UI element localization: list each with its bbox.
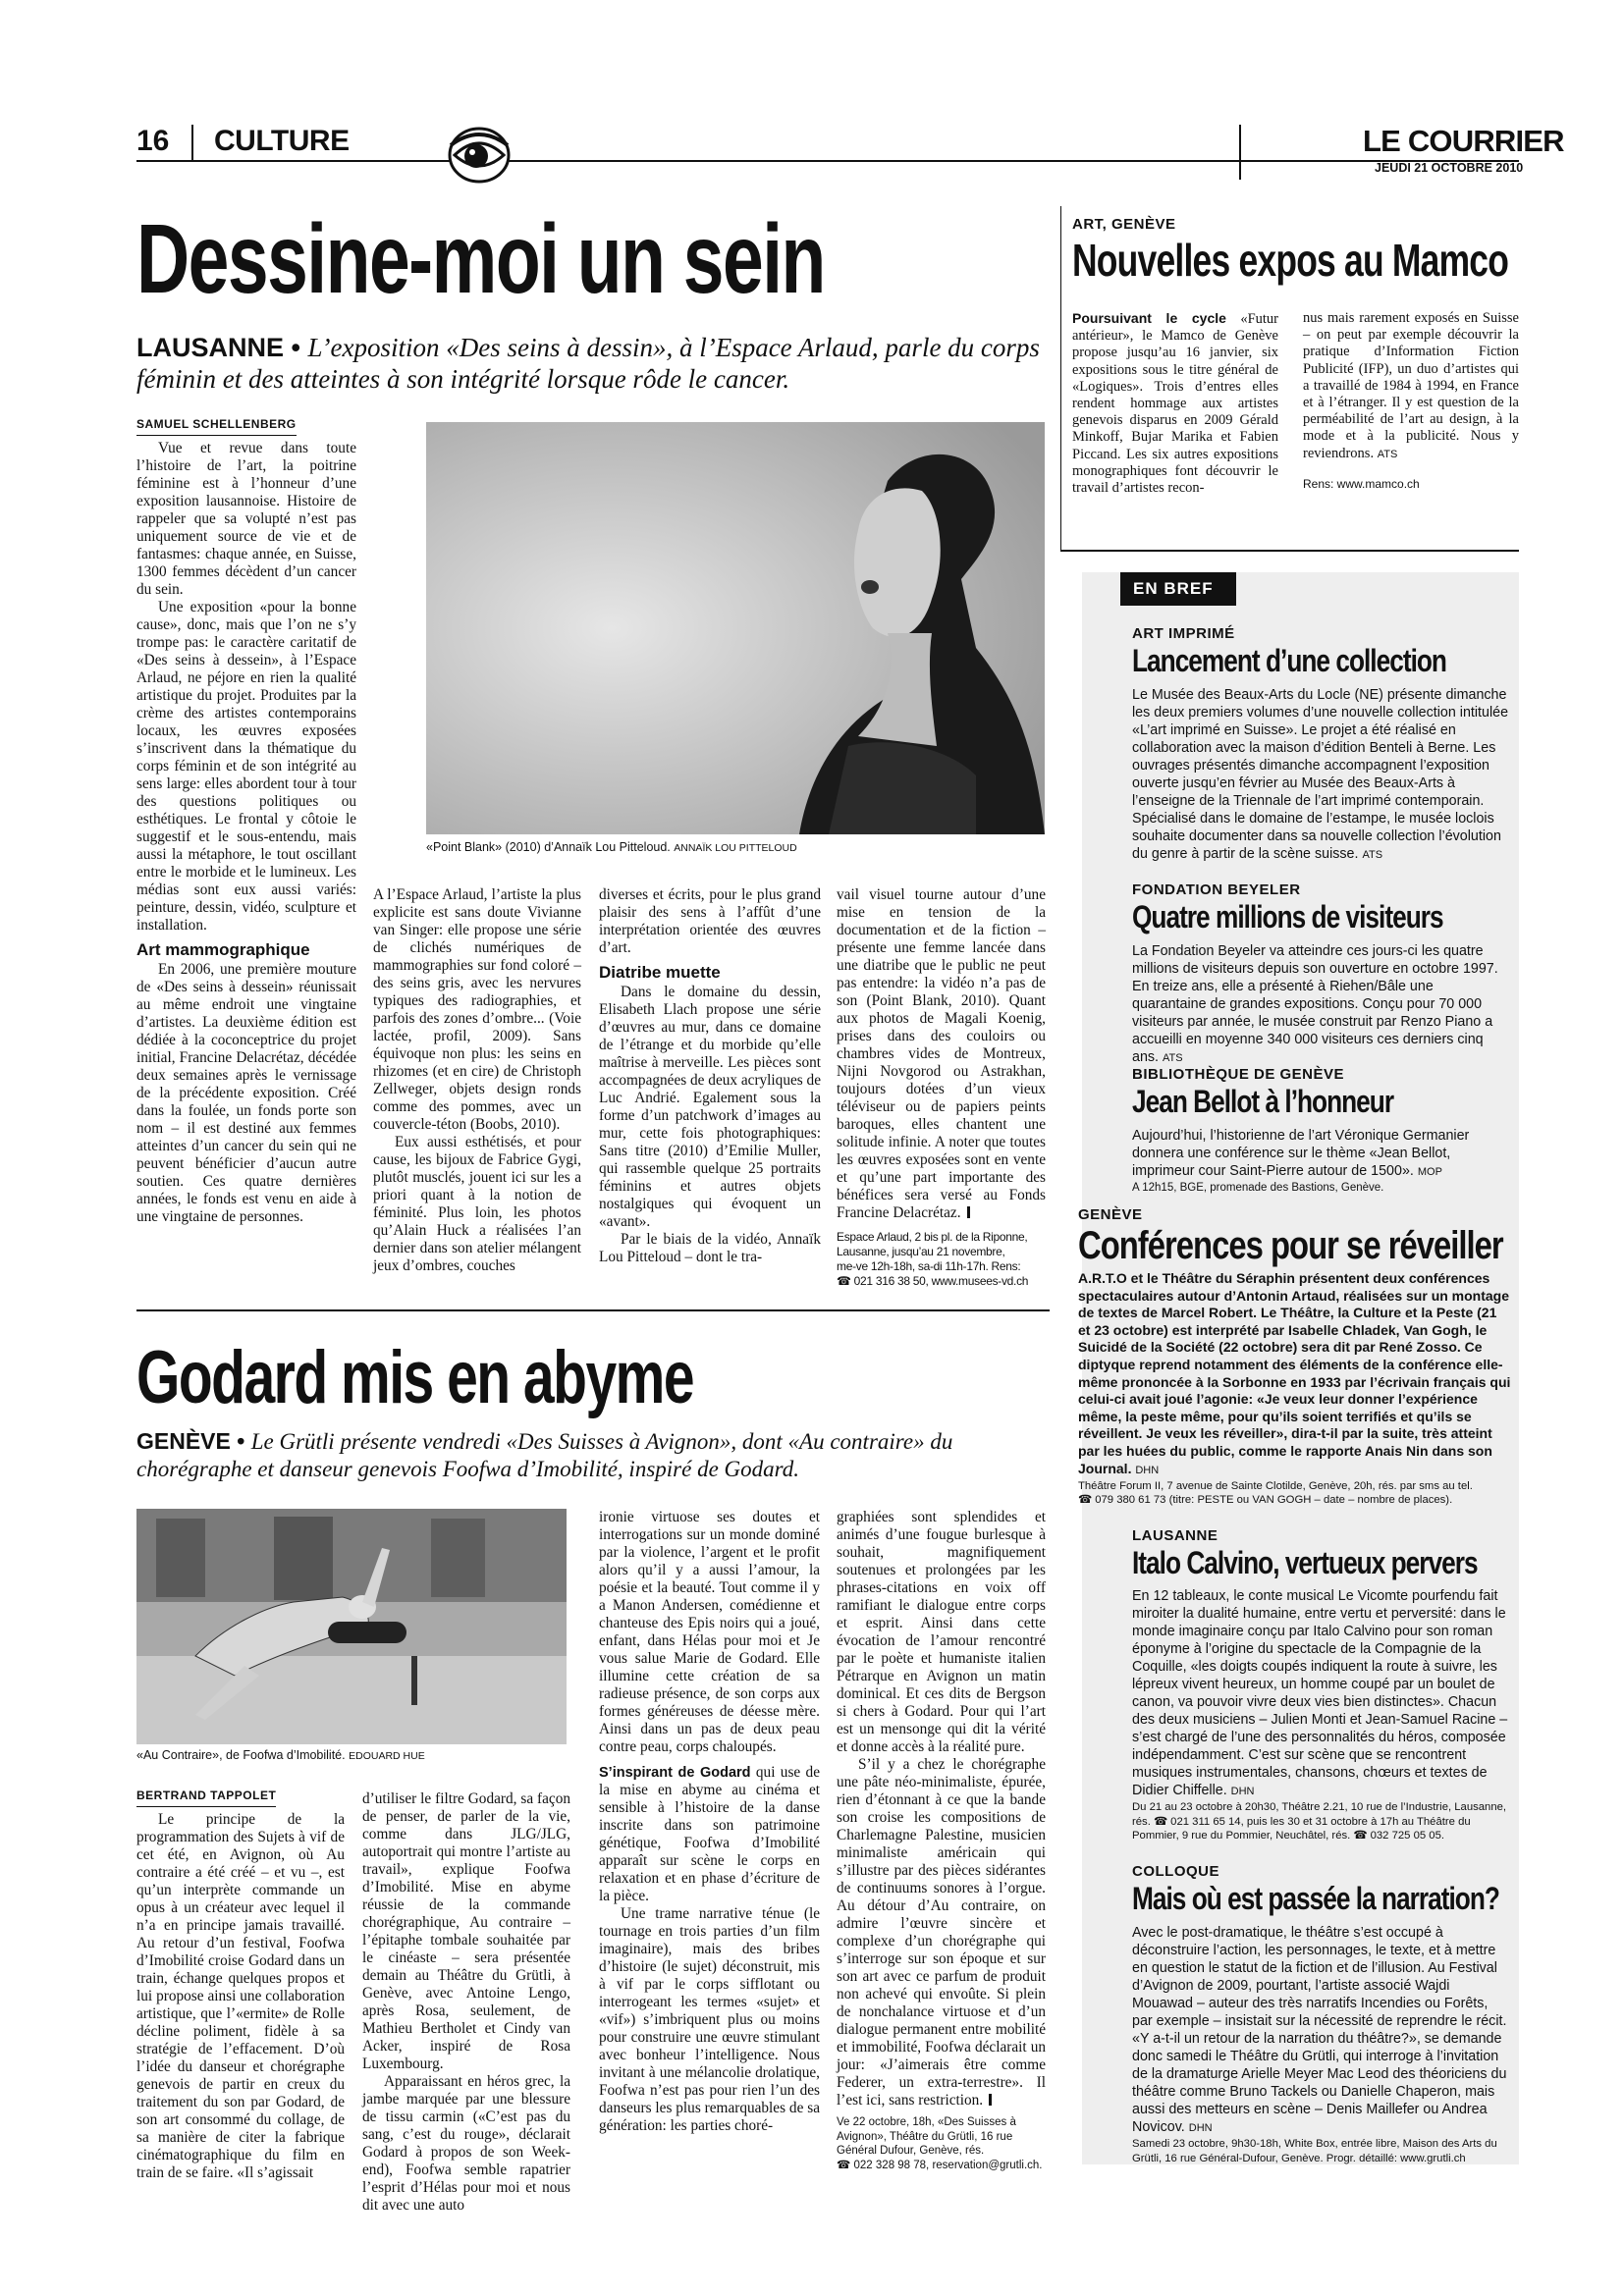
article2-column-3 [599,1509,820,2135]
article2-subhead: S’inspirant de Godard [599,1765,751,1781]
brief-info: A 12h15, BGE, promenade des Bastions, Genève. [1132,1182,1384,1194]
conferences-headline: Conférences pour se réveiller [1078,1224,1503,1267]
article2-paragraph: Le principe de la programmation des Sujets à vif de cet été, en Avignon, où Au contraire a été créé – et vu –, est qu’un interprète commande un opus à un créateur avec lequel il n’a en principe jamais travaillé. Au retour d’un festival, Foofwa d’Imobilité croise Godard dans un train, échange quelques propos et lui propose ainsi une collaboration artistique, que l’«ermite» de Rolle décline poliment, fidèle à sa stratégie de l’effacement. D’où l’idée du danseur et chorégraphe genevois de partir en creux du traitement du son par Godard, de son art consommé du collage, de sa manière de citer la fabrique cinématographique du film en train de se faire. «Il s’agissait [136,1811,345,2181]
article1-subhead-2: Diatribe muette [599,963,721,982]
issue-date: JEUDI 21 OCTOBRE 2010 [1375,161,1524,175]
calvino-info: Du 21 au 23 octobre à 20h30, Théâtre 2.21, 10 rue de l’Industrie, Lausanne, rés. ☎ 021 311 65 14, puis les 30 et 31 octobre à 17h au Théâtre du Pommier, 9 rue du Pommier, Neuchâtel, rés. ☎ 032 725 05 05. [1132,1801,1507,1842]
conferences-text [1078,1270,1512,1507]
mamco-lead-bold: Poursuivant le cycle [1072,310,1226,326]
brief-kicker: ART IMPRIMÉ [1132,625,1235,642]
article1-paragraph: Une exposition «pour la bonne cause», donc, mais que l’on ne s’y trompe pas: le caractère caritatif de «Des seins à dessein», à l’Espace Arlaud, ne péjore en rien la qualité artistique du projet. Produites par la crème des artistes contemporains locaux, les œuvres exposées s’inscrivent dans la thématique du corps féminin et de son intégrité au sens large: elles abordent tour à tour des questions politiques ou esthétiques. Le frontal y côtoie le suggestif et le sous-entendu, mais aussi la métaphore, le tout oscillant entre le morbide et le lumineux. Les médias sont eux aussi variés: peinture, dessin, vidéo, sculpture et installation. [136,599,356,934]
article2-info [837,2115,1046,2172]
calvino-agency: DHN [1230,1786,1255,1797]
article1-paragraph: vail visuel tourne autour d’une mise en tension de la documentation et de la fiction – présente une femme lancée dans une diatribe que le public ne peut pas entendre: la vidéo n’a pas de son (Point Blank, 2010). Quant aux photos de Magali Koenig, prises dans des couloirs ou chambres vides de Montreux, Nijni Novgorod ou Astrakhan, toujours dotées d’un vieux téléviseur ou de papiers peints baroques, elles chantent une solitude infinie. A noter que toutes les œuvres exposées sont en vente et qu’une part importante des bénéfices sera versé au Fonds Francine Delacrétaz. [837,886,1046,1221]
article1-paragraph: diverses et écrits, pour le plus grand plaisir des sens à l’affût d’une interprétation orientée des œuvres d’art. [599,886,821,956]
article2-paragraph: graphiées sont splendides et animés d’une fougue burlesque à souhait, magnifiquement soutenues et prolongées par les phrases-citations en voix off ramifiant le dialogue entre corps et esprit. Ainsi dans cette évocation de l’amour rencontré par le poète et humaniste italien Pétrarque en Avignon un matin dominical. Et ces dits de Bergson si chers à Godard. Pour qui l’art est un mensonge qui dit la vérité et donne accès à la réalité pure. [837,1509,1046,1755]
conferences-body: A.R.T.O et le Théâtre du Séraphin présentent deux conférences spectaculaires autour d’Antonin Artaud, réalisées sur un montage de textes de Marcel Robert. Le Théâtre, la Culture et la Peste (21 et 23 octobre) est interprété par Isabelle Chladek, Van Gogh, le Suicidé de la Société (22 octobre) sera dit par René Zosso. Ce diptyque reprend notamment des éléments de la conférence elle-même prononcée à la Sorbonne en 1933 par l’écrivain français qui celui-ci avait joué l’agonie: «Je veux leur donner l’expérience même, la peste même, pour qu’ils soient terrifiés et qu’ils se réveillent. Je veux les réveiller», dira-t-il par la suite, très atteint par les huées du public, comme le rapporte Anais Nin dans son Journal. [1078,1270,1511,1476]
article2-paragraph: d’utiliser le filtre Godard, sa façon de penser, de parler de la vie, comme dans JLG/JLG, autoportrait qui montre l’artiste au travail», explique Foofwa d’Imobilité. Mise en abyme réussie de la commande chorégraphique, Au contraire – l’épitaphe tombale souhaitée par le cinéaste – sera présentée demain au Théâtre du Grütli, à Genève, avec Antoine Lengo, après Rosa, seulement, de Mathieu Bertholet et Cindy van Acker, inspiré de Rosa Luxembourg. [362,1790,570,2072]
brief-title: Quatre millions de visiteurs [1132,899,1443,934]
info-line: me-ve 12h-18h, sa-di 11h-17h. Rens: [837,1259,1021,1273]
article2-paragraph: ironie virtuose ses doutes et interrogations sur un monde dominé par la violence, l’argent et le profit alors qu’il y a aussi l’amour, la poésie et la beauté. Tout comme il y a Manon Andersen, comédienne et chanteuse des Epis noirs qui a joué, enfant, dans Hélas pour moi et Je vous salue Marie de Godard. Elle illumine cette création de sa radieuse présence, de son corps aux formes généreuses de déesse mère. Ainsi dans un pas de deux peau contre peau, corps chaloupés. [599,1509,820,1755]
article2-photo-caption [136,1748,568,1764]
article1-lead: LAUSANNE • L’exposition «Des seins à dessin», à l’Espace Arlaud, parle du corps féminin et des atteintes à son intégrité lorsque rôde le cancer. [136,333,1040,394]
article1-photo-caption [426,840,1045,856]
info-line: Lausanne, jusqu’au 21 novembre, [837,1245,1005,1258]
article2-paragraph: S’il y a chez le chorégraphe une pâte néo-minimaliste, épurée, rien d’étonnant à ce que la bande son croise les compositions de Charlemagne Palestine, musicien minimaliste américain qui s’illustre par des pièces sidérantes de continuums sonores à l’orgue. Au détour d’Au contraire, on admire l’œuvre sincère et complexe d’un chorégraphe qui s’interroge sur son époque et sur son art avec ce parfum de produit non achevé qui envoûte. Si plein de nonchalance virtuose et d’un dialogue permanent entre mobilité et immobilité, Foofwa déclarait un jour: «J’aimerais être comme Federer, un extra-terrestre». Il l’est ici, sans restriction. [837,1756,1046,2109]
article2-byline: BERTRAND TAPPOLET [136,1787,276,1807]
info-line: Général Dufour, Genève, rés. [837,2145,985,2157]
info-line: ☎ 022 328 98 78, reservation@grutli.ch. [837,2159,1043,2171]
brief-body: Le Musée des Beaux-Arts du Locle (NE) présente dimanche les deux premiers volumes d’une nouvelle collection intitulée «L’art imprimé en Suisse». Le projet a été réalisé en collaboration avec la maison d’édition Benteli à Berne. Les ouvrages présentés dimanche accompagnent l’exposition ouverte jusqu’en février au Musée des Beaux-Arts à l’enseigne de la Triennale de l’art imprimé contemporain. Spécialisé dans le domaine de l’estampe, le musée loclois souhaite documenter dans sa nouvelle collection l’évolution du genre à partir de la scène suisse. [1132,687,1509,862]
colloque-kicker: COLLOQUE [1132,1863,1219,1880]
article1-paragraph: En 2006, une première mouture de «Des seins à dessein» réunissait au même endroit une vingtaine d’artistes. La deuxième édition est dédiée à la coconceptrice du projet initial, Francine Delacrétaz, décédée deux semaines après le vernissage de la précédente exposition. Créé dans la foulée, un fonds porte son nom – il est destiné aux femmes atteintes d’un cancer du sein qui ne peuvent bénéficier d’aucun autre soutien. Ces quatre dernières années, le fonds est venu en aide à une vingtaine de personnes. [136,961,356,1225]
colloque-body: Avec le post-dramatique, le théâtre s’est occupé à déconstruire l’action, les personnages, le texte, et à mettre en question le statut de la fiction et de l’illusion. Au Festival d’Avignon de 2009, pourtant, l’artiste associé Wajdi Mouawad – auteur des très narratifs Incendies ou Forêts, par exemple – insistait sur la nécessité de reprendre le récit. «Y a-t-il un retour de la narration du théâtre?», se demande donc samedi le Théâtre du Grütli, qui interroge à l’invitation de la dramaturge Arielle Meyer Mac Leod des théoriciens du théâtre comme Bruno Tackels ou Danielle Chaperon, mais aussi des metteurs en scène – Denis Maillefer ou Andrea Novicov. [1132,1925,1507,2135]
article2-column-4 [837,1509,1046,2172]
article1-column-4 [837,886,1046,1289]
mamco-text: «Futur antérieur», le Mamco de Genève propose jusqu’au 16 janvier, six expositions sous le titre général de «Logiques». Trois d’entres elles rendent hommage aux artistes genevois disparus en 2009 Gérald Minkoff, Bujar Marika et Fabien Piccand. Les six autres expositions monographiques font découvrir le travail d’artistes recon- [1072,311,1278,497]
conferences-kicker: GENÈVE [1078,1206,1143,1223]
article2-column-1 [136,1787,345,2182]
mamco-bottom-rule [1060,550,1519,552]
article1-photo-credit: ANNAÏK LOU PITTELOUD [674,842,797,854]
mamco-column-2 [1303,310,1519,492]
header-divider-vertical [191,125,193,160]
eye-logo-icon [447,126,512,185]
calvino-headline: Italo Calvino, vertueux pervers [1132,1545,1478,1580]
header-divider-right [1239,125,1241,180]
section-label: CULTURE [214,125,350,157]
masthead: LE COURRIER [1363,124,1564,158]
article2-lead: GENÈVE • Le Grütli présente vendredi «Des Suisses à Avignon», dont «Au contraire» du chorégraphe et danseur genevois Foofwa d’Imobilité, inspiré de Godard. [136,1428,953,1481]
article1-caption-text: «Point Blank» (2010) d’Annaïk Lou Pitteloud. [426,840,671,854]
brief-kicker: BIBLIOTHÈQUE DE GENÈVE [1132,1066,1345,1083]
article2-paragraph [599,1764,820,1905]
colloque-agency: DHN [1188,2122,1213,2134]
info-line: ☎ 079 380 61 73 (titre: PESTE ou VAN GOGH – date – nombre de places). [1078,1494,1453,1507]
article2-lead-text: Le Grütli présente vendredi «Des Suisses à Avignon», dont «Au contraire» du chorégraphe et danseur genevois Foofwa d’Imobilité, inspiré de Godard. [136,1429,953,1481]
info-line: Avignon», Théâtre du Grütli, 16 rue [837,2130,1013,2143]
article1-column-2 [373,886,581,1275]
mamco-headline: Nouvelles expos au Mamco [1072,235,1509,286]
en-bref-label [1120,572,1236,606]
conferences-agency: DHN [1135,1464,1160,1476]
article2-column-2 [362,1790,570,2215]
mamco-rens: Rens: www.mamco.ch [1303,476,1420,491]
article1-column-1 [136,415,356,1226]
article1-headline: Dessine-moi un sein [136,204,825,314]
header-rule [136,160,1519,162]
conferences-info [1078,1479,1512,1507]
article1-byline: SAMUEL SCHELLENBERG [136,415,297,436]
article1-paragraph: A l’Espace Arlaud, l’artiste la plus explicite est sans doute Vivianne van Singer: elle propose une série de clichés numériques de mammographies sur fond coloré – des seins gris, avec les nervures typiques des radiographies, et parfois des zones d’ombre... (Voie lactée, profil, 2009). Sans équivoque non plus: les seins en rhizomes (et en cire) de Christoph Zellweger, objets design ronds comme des pommes, avec un couvercle-téton (Boobs, 2010). [373,886,581,1133]
right-column-divider [1060,206,1061,550]
info-line: Ve 22 octobre, 18h, «Des Suisses à [837,2116,1016,2128]
calvino-body: En 12 tableaux, le conte musical Le Vicomte pourfendu fait miroiter la dualité humaine, entre vertu et perversité: dans le monde imaginaire conçu par Italo Calvino pour son roman éponyme à l’origine du spectacle de la Compagnie de la Coquille, «les doigts coupés indiquent la route à suivre, les lépreux vivent heureux, un homme coupé par un boulet de canon, va pouvoir vivre deux vies bien distinctes». Chacun des deux musiciens – Julien Monti et Jean-Samuel Racine – s’est chargé de l’une des personnalités du héros, composée indépendamment. C’est sur scène que se rencontrent musiques instrumentales, chansons, chœurs et textes de Didier Chiffelle. [1132,1588,1508,1798]
article1-paragraph: Dans le domaine du dessin, Elisabeth Llach propose une série d’œuvres au mur, dans ce domaine de l’étrange et du morbide qu’elle maîtrise à merveille. Les pièces sont accompagnées de deux acryliques de Luc Andrié. Egalement sous la forme d’un patchwork d’images au mur, cette fois photographiques: Sans titre (2010) d’Emilie Muller, qui rassemble quelque 25 portraits féminins et autres objets nostalgiques qui évoquent un «avant». [599,984,821,1230]
article2-headline: Godard mis en abyme [136,1336,694,1419]
article1-subhead-1: Art mammographique [136,940,310,959]
article1-paragraph: Vue et revue dans toute l’histoire de l’art, la poitrine féminine est à l’honneur d’une exposition lausannoise. Histoire de rappeler que sa volupté n’est pas uniquement source de vie et de fantasmes: chaque année, en Suisse, 1300 femmes décèdent d’un cancer du sein. [136,440,356,598]
article2-text: qui use de la mise en abyme au cinéma et sensible à l’histoire de la danse inscrite dans son patrimoine génétique, Foofwa d’Imobilité apparaît sur scène le corps en relaxation et en phase d’écriture de la pièce. [599,1764,820,1904]
article1-paragraph: Par le biais de la vidéo, Annaïk Lou Pitteloud – dont le tra- [599,1231,821,1265]
brief-text [1132,686,1509,864]
mamco-column-1 [1072,310,1278,497]
info-line: Théâtre Forum II, 7 avenue de Sainte Clotilde, Genève, 20h, rés. par sms au tel. [1078,1480,1473,1493]
article1-column-3 [599,886,821,1266]
article2-paragraph: Apparaissant en héros grec, la jambe marquée par une blessure de tissu carmin («C’est pas du sang, c’est du rouge», déclarait Godard à propos de son Week-end), Foofwa semble rapatrier l’esprit d’Hélas pour moi et nous dit avec une auto [362,2073,570,2214]
article2-top-rule [136,1309,1050,1311]
colloque-text [1132,1924,1509,2165]
calvino-text [1132,1587,1509,1843]
colloque-info: Samedi 23 octobre, 9h30-18h, White Box, entrée libre, Maison des Arts du Grütli, 16 rue Général-Dufour, Genève. Progr. détaillé: www.grutli.ch [1132,2138,1497,2164]
article1-lead-text: L’exposition «Des seins à dessin», à l’Espace Arlaud, parle du corps féminin et des atteintes à son intégrité lorsque rôde le cancer. [136,333,1040,394]
mamco-kicker: ART, GENÈVE [1072,216,1176,233]
brief-title: Lancement d’une collection [1132,643,1446,678]
mamco-agency: ATS [1377,448,1398,460]
brief-body: La Fondation Beyeler va atteindre ces jours-ci les quatre millions de visiteurs depuis son ouverture en octobre 1997. En treize ans, elle a présenté à Riehen/Bâle une quarantaine de grandes expositions. Conçu pour 70 000 visiteurs par année, le musée construit par Renzo Piano a accueilli en moyenne 340 000 visiteurs ces derniers cinq ans. [1132,943,1498,1065]
brief-agency: MOP [1417,1166,1442,1178]
brief-agency: ATS [1163,1052,1183,1064]
en-bref-label-text: EN BREF [1133,579,1214,598]
article1-place: LAUSANNE [136,333,285,362]
brief-agency: ATS [1362,849,1383,861]
article1-paragraph: Eux aussi esthétisés, et pour cause, les bijoux de Fabrice Gygi, plutôt musclés, jouent ici sur les a priori quant à la notion de féminité. Plus loin, les photos qu’Alain Huck a réalisées l’an dernier dans son atelier mélangent jeux d’ombres, couches [373,1134,581,1274]
article1-info [837,1230,1046,1289]
brief-text [1132,942,1509,1067]
article1-photo [426,422,1045,834]
brief-body: Aujourd’hui, l’historienne de l’art Véronique Germanier donnera une conférence sur le thème «Jean Bellot, imprimeur cour Saint-Pierre autour de 1500». [1132,1128,1470,1179]
info-line: ☎ 021 316 38 50, www.musees-vd.ch [837,1274,1029,1288]
article2-place: GENÈVE [136,1428,231,1454]
article2-photo-credit: EDOUARD HUE [349,1750,425,1762]
brief-text [1132,1127,1509,1196]
brief-kicker: FONDATION BEYELER [1132,881,1301,898]
article2-photo [136,1509,567,1744]
page-number: 16 [136,125,170,157]
end-mark [967,1206,970,1218]
end-mark [989,2094,992,2106]
brief-title: Jean Bellot à l’honneur [1132,1084,1394,1119]
article2-paragraph: Une trame narrative ténue (le tournage en trois parties d’un film imaginaire), mais des bribes d’histoire (le sujet) déconstruit, mis à vif par le corps sifflotant ou interrogeant les termes «sujet» et «vif») s’imbriquent plus ou moins pour construire une œuvre stimulant avec bonheur l’intelligence. Nous invitant à une mélancolie drolatique, Foofwa n’est pas pour rien l’un des danseurs les plus remarquables de sa génération: les parties choré- [599,1905,820,2134]
calvino-kicker: LAUSANNE [1132,1527,1218,1544]
article2-caption-text: «Au Contraire», de Foofwa d’Imobilité. [136,1748,346,1762]
info-line: Espace Arlaud, 2 bis pl. de la Riponne, [837,1230,1028,1244]
colloque-headline: Mais où est passée la narration? [1132,1881,1499,1916]
mamco-text: nus mais rarement exposés en Suisse – on peut par exemple découvrir la pratique d’Information Fiction Publicité (IFP), un duo d’artistes qui a travaillé de 1984 à 1994, en France et à l’étranger. Il y est question de la perméabilité de l’art au design, à la mode et à la publicité. Nous y reviendrons. [1303,310,1519,461]
